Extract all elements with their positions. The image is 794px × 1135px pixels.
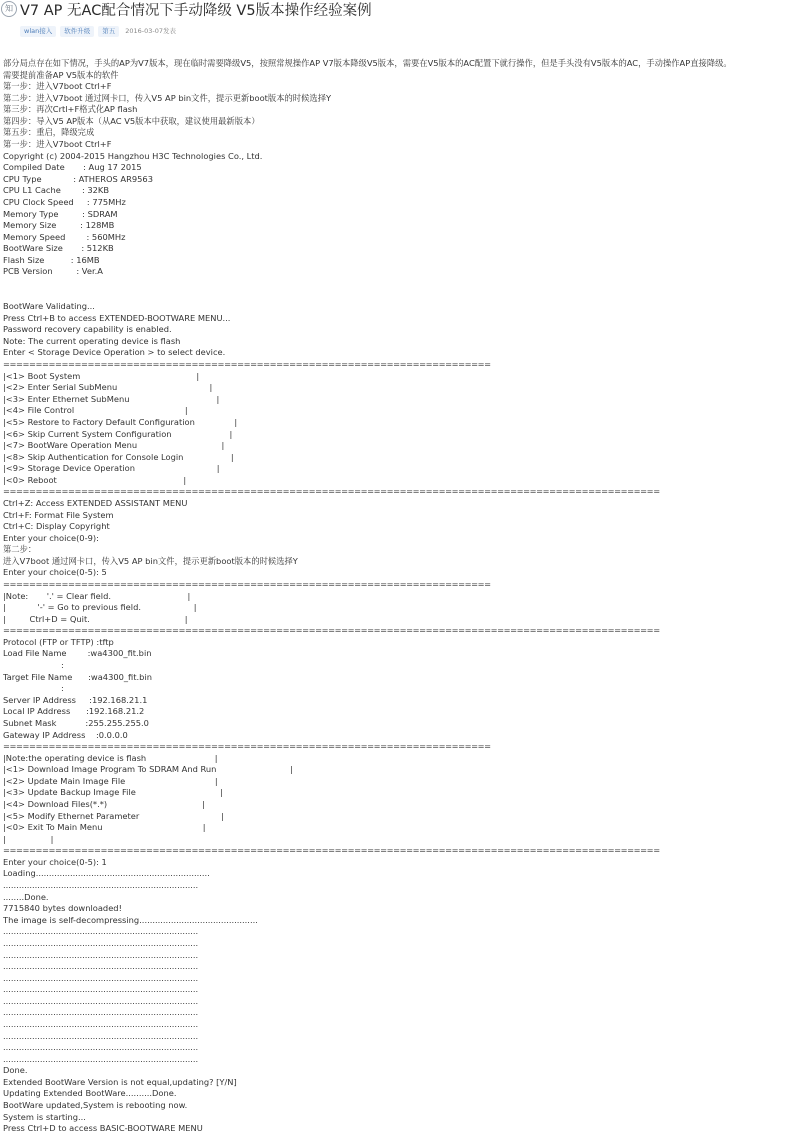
body-text-line: Loading..................................................................	[3, 868, 210, 879]
divider-line: ===========================================================================	[3, 579, 491, 590]
body-text-line: |<8> Skip Authentication for Console Login |	[3, 451, 234, 462]
body-text-line: 需要提前准备AP V5版本的软件	[3, 69, 119, 80]
body-text-line: Note: The current operating device is flash	[3, 335, 181, 346]
body-text-line: Updating Extended BootWare..........Done.	[3, 1088, 177, 1099]
body-text-line: ..........................................................................	[3, 1007, 199, 1018]
body-text-line: Protocol (FTP or TFTP) :tftp	[3, 636, 114, 647]
body-text-line: Password recovery capability is enabled.	[3, 324, 172, 335]
body-text-line: Subnet Mask :255.255.255.0	[3, 717, 149, 728]
body-text-line: |<1> Download Image Program To SDRAM And Run |	[3, 764, 294, 775]
body-text-line: Compiled Date : Aug 17 2015	[3, 162, 142, 173]
body-text-line: Ctrl+Z: Access EXTENDED ASSISTANT MENU	[3, 497, 188, 508]
body-text-line: Gateway IP Address :0.0.0.0	[3, 729, 128, 740]
body-text-line: CPU Type : ATHEROS AR9563	[3, 173, 153, 184]
body-text-line: Enter your choice(0-5): 1	[3, 856, 107, 867]
body-text-line: Memory Speed : 560MHz	[3, 231, 126, 242]
divider-line: =====================================================================================================	[3, 486, 660, 497]
body-text-line: |<5> Restore to Factory Default Configuration |	[3, 416, 238, 427]
body-text-line: |<9> Storage Device Operation |	[3, 463, 220, 474]
tag-author[interactable]: 第五	[98, 26, 119, 37]
body-text-line: The image is self-decompressing.............................................	[3, 914, 258, 925]
body-text-line: |Note: '.' = Clear field. |	[3, 590, 191, 601]
body-text-line: Done.	[3, 1065, 28, 1076]
body-text-line: 部分局点存在如下情况，手头的AP为V7版本，现在临时需要降级V5，按照常规操作AP V7版本降级V5版本，需要在V5版本的AC配置下就行操作，但是手头没有V5版本的AC，手动操作AP直接降级。	[3, 58, 732, 68]
body-text-line: Enter your choice(0-5): 5	[3, 567, 107, 578]
divider-line: =====================================================================================================	[3, 845, 660, 856]
body-text-line: |<4> Download Files(*.*) |	[3, 799, 205, 809]
body-text-line: Copyright (c) 2004-2015 Hangzhou H3C Technologies Co., Ltd.	[3, 150, 263, 161]
body-text-line: Enter < Storage Device Operation > to select device.	[3, 347, 226, 358]
body-text-line: |<3> Update Backup Image File |	[3, 787, 224, 798]
body-text-line: 第三步：再次Crtl+F格式化AP flash	[3, 104, 138, 115]
body-text-line: |<0> Reboot |	[3, 474, 187, 485]
body-text-line: Memory Size : 128MB	[3, 220, 115, 231]
body-text-line: Local IP Address :192.168.21.2	[3, 706, 145, 717]
body-text-line: PCB Version : Ver.A	[3, 266, 103, 277]
tag-list	[20, 26, 176, 37]
body-text-line: | '-' = Go to previous field. |	[3, 602, 197, 613]
body-text-line: 第二步：	[3, 544, 37, 555]
body-text-line: ..........................................................................	[3, 972, 199, 983]
body-text-line: BootWare Size : 512KB	[3, 243, 114, 254]
body-text-line: |<7> BootWare Operation Menu |	[3, 440, 225, 451]
body-text-line: :	[3, 683, 64, 694]
body-text-line: Server IP Address :192.168.21.1	[3, 694, 148, 705]
body-text-line: Load File Name :wa4300_fit.bin	[3, 648, 152, 659]
body-text-line: Flash Size : 16MB	[3, 254, 100, 265]
body-text-line: ..........................................................................	[3, 926, 199, 937]
body-text-line: 第五步：重启，降级完成	[3, 127, 95, 138]
knowledge-icon: 知	[1, 1, 17, 17]
body-text-line: ..........................................................................	[3, 937, 199, 948]
body-text-line: ..........................................................................	[3, 961, 199, 972]
body-text-line: 第一步：进入V7boot Ctrl+F	[3, 81, 112, 92]
body-text-line: System is starting...	[3, 1111, 86, 1122]
body-text-line: |<4> File Control |	[3, 405, 188, 416]
tag-software-upgrade[interactable]: 软件升级	[60, 26, 94, 37]
divider-line: ===========================================================================	[3, 741, 491, 752]
body-text-line: |<5> Modify Ethernet Parameter |	[3, 810, 224, 821]
divider-line: =====================================================================================================	[3, 625, 660, 636]
body-text-line: 第二步：进入V7boot 通过网卡口，传入V5 AP bin文件，提示更新boot版本的时候选择Y	[3, 92, 332, 103]
body-text-line: BootWare updated,System is rebooting now.	[3, 1100, 188, 1111]
body-text-line: |<1> Boot System |	[3, 370, 200, 381]
body-text-line: CPU Clock Speed : 775MHz	[3, 196, 126, 207]
article-body	[3, 58, 789, 1135]
body-text-line: ..........................................................................	[3, 1018, 199, 1029]
body-text-line: BootWare Validating...	[3, 301, 95, 312]
body-text-line: |<6> Skip Current System Configuration |	[3, 428, 233, 439]
body-text-line: Ctrl+F: Format File System	[3, 509, 114, 520]
tag-wlan[interactable]: wlan接入	[20, 26, 56, 37]
body-text-line: ........Done.	[3, 891, 49, 902]
body-text-line: ..........................................................................	[3, 984, 199, 995]
body-text-line	[3, 278, 789, 290]
article-title: V7 AP 无AC配合情况下手动降级 V5版本操作经验案例	[20, 3, 372, 19]
body-text-line: ..........................................................................	[3, 1053, 199, 1064]
body-text-line: |<3> Enter Ethernet SubMenu |	[3, 393, 220, 404]
body-text-line: |<0> Exit To Main Menu |	[3, 822, 206, 833]
body-text-line: |<2> Update Main Image File |	[3, 775, 218, 786]
body-text-line	[3, 290, 789, 302]
body-text-line: Target File Name :wa4300_fit.bin	[3, 671, 153, 682]
divider-line: ===========================================================================	[3, 359, 491, 370]
body-text-line: Extended BootWare Version is not equal,updating? [Y/N]	[3, 1076, 237, 1087]
body-text-line: ..........................................................................	[3, 880, 199, 891]
body-text-line: 第一步：进入V7boot Ctrl+F	[3, 139, 112, 150]
body-text-line: Memory Type : SDRAM	[3, 208, 118, 219]
body-text-line: | |	[3, 833, 54, 844]
body-text-line: ..........................................................................	[3, 995, 199, 1006]
body-text-line: CPU L1 Cache : 32KB	[3, 185, 110, 196]
body-text-line: ..........................................................................	[3, 949, 199, 960]
body-text-line: | Ctrl+D = Quit. |	[3, 613, 188, 624]
body-text-line: 进入V7boot 通过网卡口，传入V5 AP bin文件，提示更新boot版本的时候选择Y	[3, 555, 298, 566]
body-text-line: 第四步：导入V5 AP版本（从AC V5版本中获取，建议使用最新版本）	[3, 115, 260, 126]
body-text-line: Ctrl+C: Display Copyright	[3, 521, 110, 532]
body-text-line: Press Ctrl+D to access BASIC-BOOTWARE MENU	[3, 1123, 203, 1134]
body-text-line: |<2> Enter Serial SubMenu |	[3, 382, 213, 393]
body-text-line: Press Ctrl+B to access EXTENDED-BOOTWARE MENU...	[3, 312, 231, 323]
body-text-line: Enter your choice(0-9):	[3, 532, 99, 543]
body-text-line: 7715840 bytes downloaded!	[3, 903, 122, 914]
body-text-line: :	[3, 660, 64, 671]
body-text-line: ..........................................................................	[3, 1042, 199, 1053]
body-text-line: ..........................................................................	[3, 1030, 199, 1041]
publish-date: 2016-03-07发表	[125, 27, 177, 35]
body-text-line: |Note:the operating device is flash |	[3, 752, 218, 763]
article-header	[0, 0, 794, 44]
